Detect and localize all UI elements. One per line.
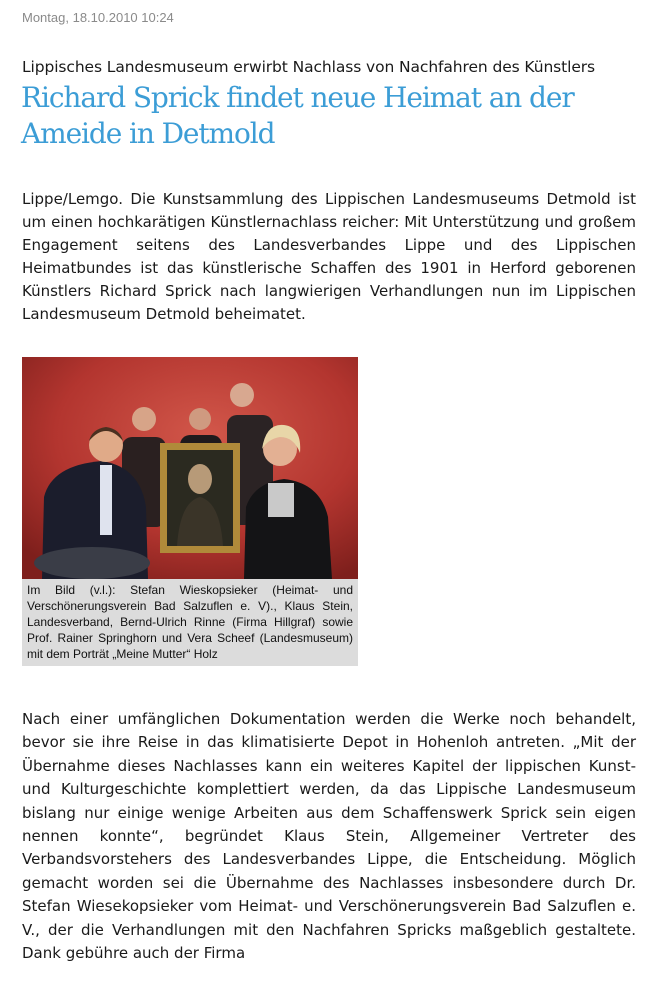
article-kicker: Lippisches Landesmuseum erwirbt Nachlass von Nachfahren des Künstlers — [22, 58, 596, 76]
article-figure — [22, 357, 358, 666]
article-date: Montag, 18.10.2010 10:24 — [22, 10, 174, 25]
article-headline: Richard Sprick findet neue Heimat an der Ameide in Detmold — [21, 81, 574, 150]
article-paragraph-intro: Lippe/Lemgo. Die Kunstsammlung des Lippischen Landesmuseums Detmold ist um einen hochkarätigen Künstlernachlass reicher: Mit Unterstützung und großem Engagement seitens des Landesverbandes Lippe und des Lippischen Heimatbundes ist das künstlerische Schaffen des 1901 in Herford geborenen Künstlers Richard Sprick nach langwierigen Verhandlungen nun im Lippischen Landesmuseum Detmold beheimatet. — [22, 190, 636, 323]
photo-caption: Im Bild (v.l.): Stefan Wieskopsieker (Heimat- und Verschönerungsverein Bad Salzuflen e. V)., Klaus Stein, Landesverband, Bernd-Ulrich Rinne (Firma Hillgraf) sowie Prof. Rainer Springhorn und Vera Scheef (Landesmuseum) mit dem Porträt „Meine Mutter“ Holz — [27, 583, 353, 661]
article-photo — [22, 357, 358, 579]
article-paragraph-body: Nach einer umfänglichen Dokumentation werden die Werke noch behandelt, bevor sie ihre Reise in das klimatisierte Depot in Hohenloh antreten. „Mit der Übernahme dieses Nachlasses kann ein weiteres Kapitel der lippischen Kunst- und Kulturgeschichte komplettiert werden, da das Lippische Landesmuseum bislang nur einige wenige Arbeiten aus dem Schaffenswerk Sprick sein eigen nennen konnte“, begründet Klaus Stein, Allgemeiner Vertreter des Verbandsvorstehers des Landesverbandes Lippe, die Entscheidung. Möglich gemacht worden sei die Übernahme des Nachlasses insbesondere durch Dr. Stefan Wiesekopsieker vom Heimat- und Verschönerungsverein Bad Salzuflen e. V., der die Verhandlungen mit den Nachfahren Spricks maßgeblich gestaltete. Dank gebühre auch der Firma — [22, 710, 636, 963]
